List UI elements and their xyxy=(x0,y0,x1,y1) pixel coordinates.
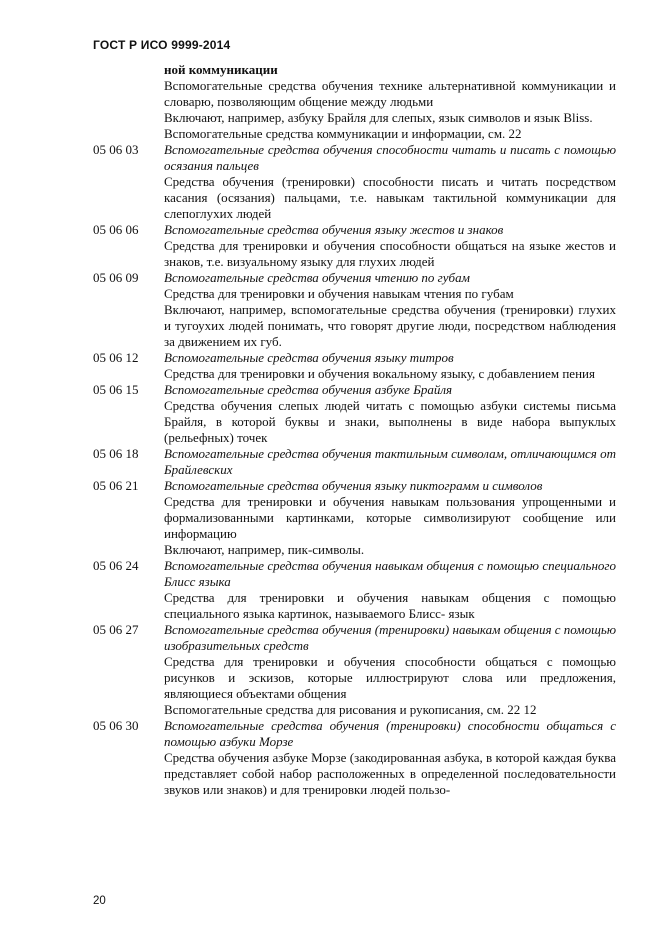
entry-paragraph: Вспомогательные средства для рисования и рукописания, см. 22 12 xyxy=(164,702,537,717)
entry-body xyxy=(164,718,616,798)
classification-entry xyxy=(93,478,616,558)
classification-entry xyxy=(93,382,616,446)
entry-code: 05 06 09 xyxy=(93,270,139,285)
classification-entry xyxy=(93,446,616,478)
entry-title: Вспомогательные средства обучения способности читать и писать с помощью осязания пальцев xyxy=(164,142,616,173)
entry-paragraph: Средства обучения азбуке Морзе (закодированная азбука, в которой каждая буква представляет собой набор расположенных в определенной последовательности звуков или знаков) и для тренировки людей пользо- xyxy=(164,750,616,797)
entry-paragraph: Средства обучения слепых людей читать с помощью азбуки системы письма Брайля, в которой буквы и знаки, выполнены в виде набора выпуклых (рельефных) точек xyxy=(164,398,616,445)
entry-body xyxy=(164,222,616,270)
classification-entry xyxy=(93,62,616,142)
entry-paragraph: Средства для тренировки и обучения навыкам общения с помощью специального языка картинок, называемого Блисс- язык xyxy=(164,590,616,621)
classification-entry xyxy=(93,270,616,350)
entry-body xyxy=(164,62,616,142)
entry-body xyxy=(164,446,616,478)
entry-title: Вспомогательные средства обучения (тренировки) способности общаться с помощью азбуки Морзе xyxy=(164,718,616,749)
entry-code: 05 06 12 xyxy=(93,350,139,365)
entry-title: Вспомогательные средства обучения тактильным символам, отличающимся от Брайлевских xyxy=(164,446,616,477)
entry-heading-continuation: ной коммуникации xyxy=(164,62,278,77)
entry-code: 05 06 03 xyxy=(93,142,139,157)
entry-title: Вспомогательные средства обучения языку титров xyxy=(164,350,454,365)
entry-body xyxy=(164,270,616,350)
classification-entry xyxy=(93,622,616,718)
entry-paragraph: Вспомогательные средства коммуникации и информации, см. 22 xyxy=(164,126,522,141)
entry-title: Вспомогательные средства обучения чтению по губам xyxy=(164,270,470,285)
entry-body xyxy=(164,382,616,446)
entry-paragraph: Вспомогательные средства обучения технике альтернативной коммуникации и словарю, позволяющим общение между людьми xyxy=(164,78,616,109)
entry-body xyxy=(164,558,616,622)
document-body xyxy=(93,62,616,798)
page-number: 20 xyxy=(93,895,106,907)
entry-body xyxy=(164,478,616,558)
entry-code: 05 06 30 xyxy=(93,718,139,733)
entry-paragraph: Средства для тренировки и обучения навыкам пользования упрощенными и формализованными картинками, которые символизируют сообщение или информацию xyxy=(164,494,616,541)
entry-title: Вспомогательные средства обучения навыкам общения с помощью специального Блисс языка xyxy=(164,558,616,589)
entry-paragraph: Включают, например, вспомогательные средства обучения (тренировки) глухих и тугоухих людей понимать, что говорят другие люди, посредством наблюдения за движением их губ. xyxy=(164,302,616,349)
entry-body xyxy=(164,350,616,382)
entry-paragraph: Средства для тренировки и обучения навыкам чтения по губам xyxy=(164,286,514,301)
entry-code xyxy=(93,62,164,142)
entry-body xyxy=(164,622,616,718)
classification-entry xyxy=(93,222,616,270)
entry-paragraph: Включают, например, пик-символы. xyxy=(164,542,365,557)
entry-body xyxy=(164,142,616,222)
entry-code: 05 06 15 xyxy=(93,382,139,397)
classification-entry xyxy=(93,558,616,622)
classification-entry xyxy=(93,718,616,798)
document-header: ГОСТ Р ИСО 9999-2014 xyxy=(93,38,231,52)
entry-paragraph: Средства для тренировки и обучения способности общаться с помощью рисунков и эскизов, которые иллюстрируют слова или предложения, являющиеся объектами общения xyxy=(164,654,616,701)
entry-title: Вспомогательные средства обучения языку пиктограмм и символов xyxy=(164,478,543,493)
classification-entry xyxy=(93,142,616,222)
entry-code: 05 06 18 xyxy=(93,446,139,461)
entry-paragraph: Средства для тренировки и обучения вокальному языку, с добавлением пения xyxy=(164,366,595,381)
entry-code: 05 06 27 xyxy=(93,622,139,637)
entry-code: 05 06 06 xyxy=(93,222,139,237)
entry-paragraph: Включают, например, азбуку Брайля для слепых, язык символов и язык Bliss. xyxy=(164,110,593,125)
entry-title: Вспомогательные средства обучения азбуке Брайля xyxy=(164,382,453,397)
classification-entry xyxy=(93,350,616,382)
entry-paragraph: Средства для тренировки и обучения способности общаться на языке жестов и знаков, т.е. визуальному языку для глухих людей xyxy=(164,238,616,269)
entry-paragraph: Средства обучения (тренировки) способности писать и читать посредством касания (осязания) пальцами, т.е. навыкам тактильной коммуникации для слепоглухих людей xyxy=(164,174,616,221)
entry-title: Вспомогательные средства обучения (тренировки) навыкам общения с помощью изобразительных средств xyxy=(164,622,616,653)
entry-code: 05 06 24 xyxy=(93,558,139,573)
entry-code: 05 06 21 xyxy=(93,478,139,493)
entry-title: Вспомогательные средства обучения языку жестов и знаков xyxy=(164,222,504,237)
